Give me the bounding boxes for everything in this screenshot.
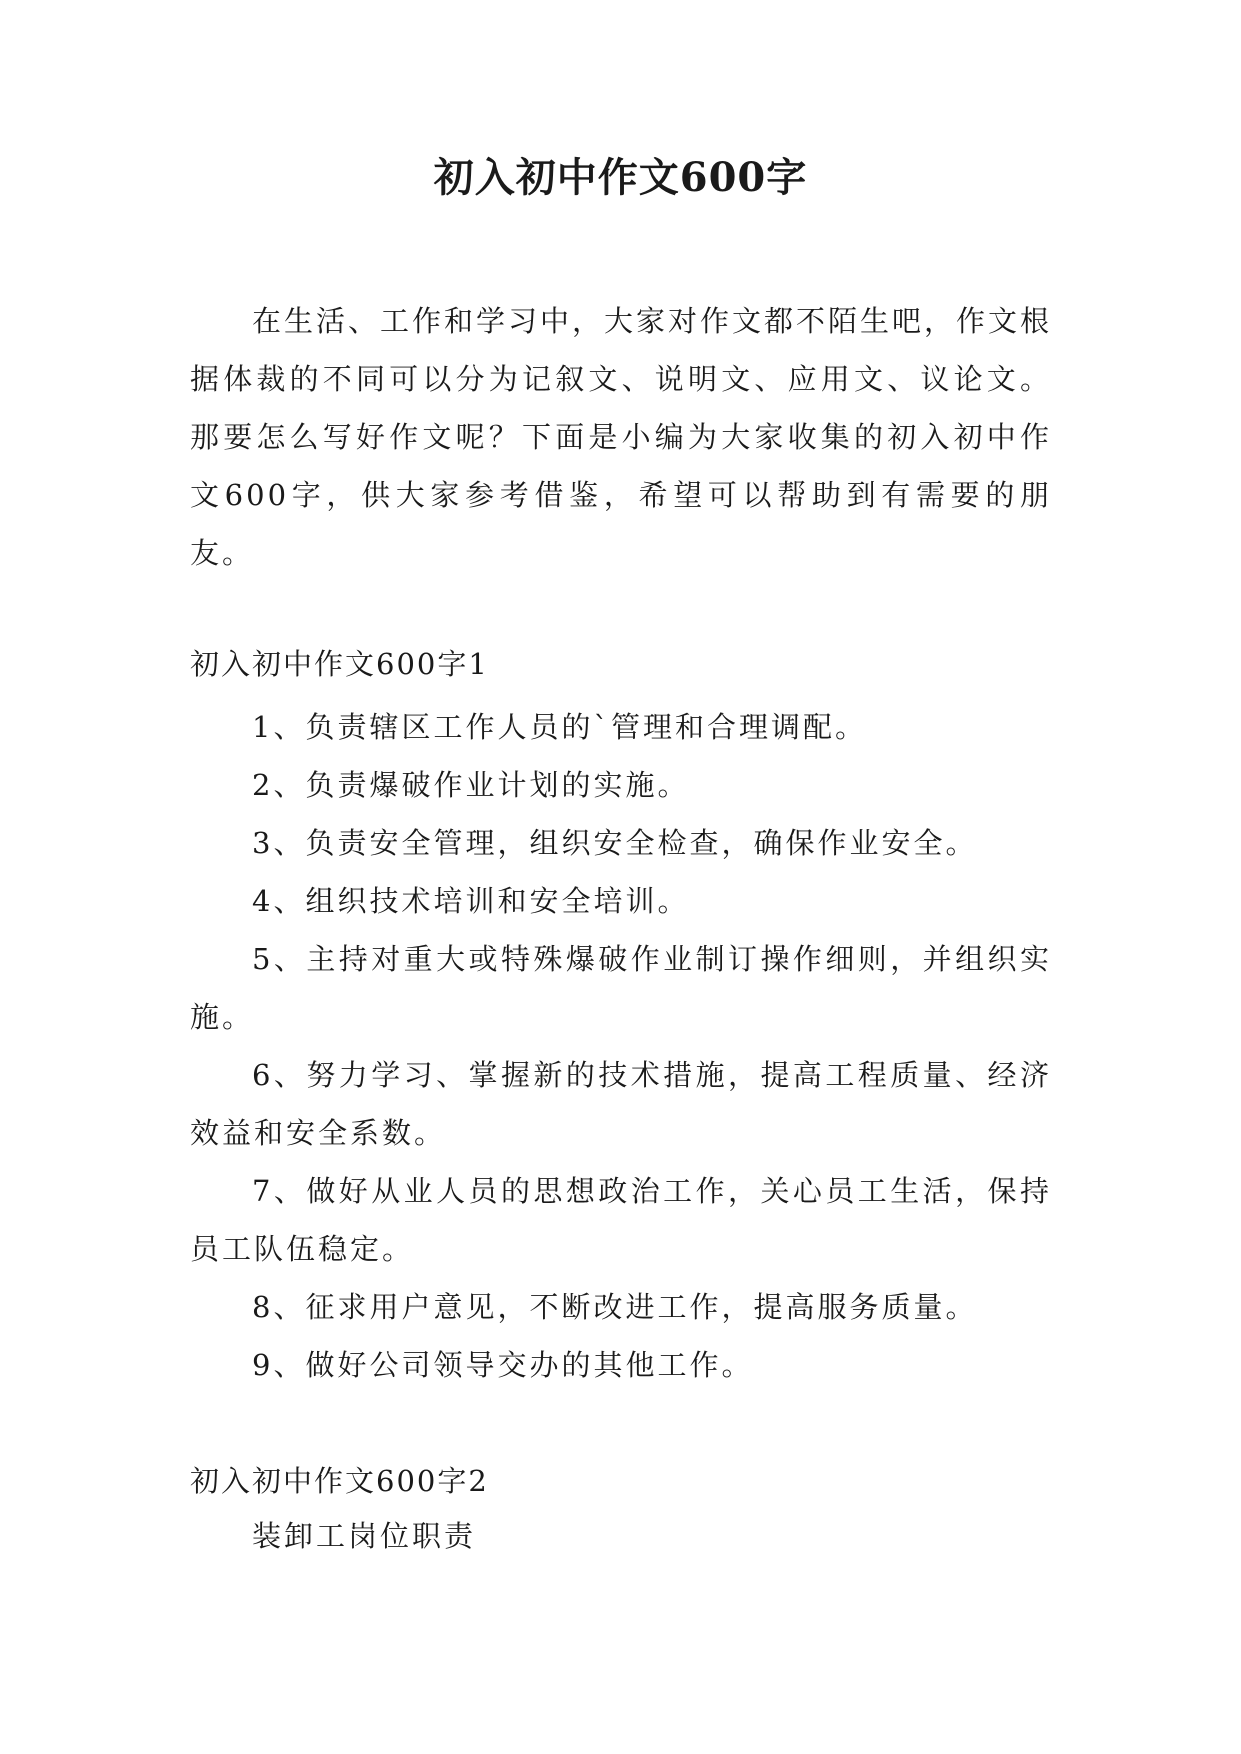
- list-item: 6、努力学习、掌握新的技术措施，提高工程质量、经济效益和安全系数。: [190, 1058, 1052, 1150]
- list-item: 4、组织技术培训和安全培训。: [252, 884, 690, 918]
- list-item: 2、负责爆破作业计划的实施。: [252, 768, 690, 802]
- list-item: 3、负责安全管理，组织安全检查，确保作业安全。: [252, 826, 978, 860]
- list-item: 8、征求用户意见，不断改进工作，提高服务质量。: [252, 1290, 978, 1324]
- intro-paragraph: 在生活、工作和学习中，大家对作文都不陌生吧，作文根据体裁的不同可以分为记叙文、说明文、应用文、议论文。那要怎么写好作文呢？下面是小编为大家收集的初入初中作文600字，供大家参考借鉴，希望可以帮助到有需要的朋友。: [190, 304, 1053, 570]
- section-heading-1: 初入初中作文600字1: [190, 647, 489, 681]
- list-item: 9、做好公司领导交办的其他工作。: [252, 1348, 754, 1382]
- document-title: 初入初中作文600字: [433, 154, 808, 201]
- section-heading-2: 初入初中作文600字2: [190, 1464, 489, 1498]
- list-item: 7、做好从业人员的思想政治工作，关心员工生活，保持员工队伍稳定。: [190, 1174, 1052, 1266]
- section-subheading: 装卸工岗位职责: [252, 1519, 477, 1553]
- list-item: 5、主持对重大或特殊爆破作业制订操作细则，并组织实施。: [190, 942, 1052, 1034]
- duty-list: [190, 698, 1052, 1394]
- list-item: 1、负责辖区工作人员的`管理和合理调配。: [252, 710, 867, 744]
